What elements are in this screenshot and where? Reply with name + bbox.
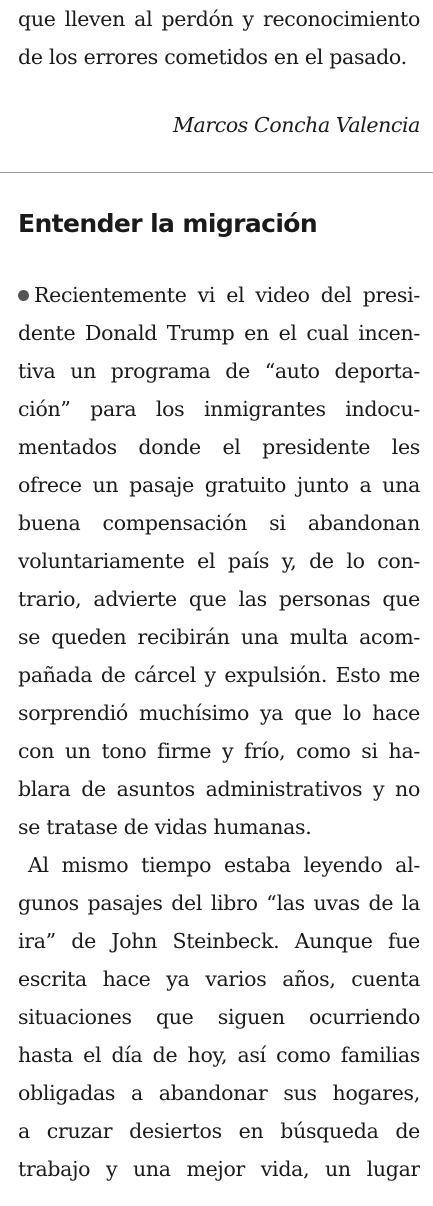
article-line: Al mismo tiempo estaba leyendo al-	[28, 853, 420, 877]
article-line: pañada de cárcel y expulsión. Esto me	[18, 663, 420, 687]
bullet-icon	[18, 290, 29, 301]
article-line: blara de asuntos administrativos y no	[18, 777, 420, 801]
article-line: se tratase de vidas humanas.	[18, 815, 312, 839]
article-line: se queden recibirán una multa acom-	[18, 625, 420, 649]
article-line: voluntariamente el país y, de lo con-	[18, 549, 420, 573]
article-line: con un tono firme y frío, como si ha-	[18, 739, 420, 763]
article-line: gunos pasajes del libro “las uvas de la	[18, 891, 420, 915]
article-line: buena compensación si abandonan	[18, 511, 420, 535]
section-divider	[0, 172, 433, 173]
article-line: obligadas a abandonar sus hogares,	[18, 1081, 420, 1105]
article-line: sorprendió muchísimo ya que lo hace	[18, 701, 420, 725]
article-line: situaciones que siguen ocurriendo	[18, 1005, 420, 1029]
article-line: Recientemente vi el video del presi-	[18, 278, 420, 312]
article-line: mentados donde el presidente les	[18, 435, 420, 459]
article-line: dente Donald Trump en el cual incen-	[18, 321, 420, 345]
article-line: ción” para los inmigrantes indocu-	[18, 397, 420, 421]
article-line: escrita hace ya varios años, cuenta	[18, 967, 420, 991]
article-line: tiva un programa de “auto deporta-	[18, 359, 420, 383]
article-headline: Entender la migración	[18, 209, 318, 238]
article-line: ofrece un pasaje gratuito junto a una	[18, 473, 420, 497]
article-line: trario, advierte que las personas que	[18, 587, 420, 611]
article-line: ira” de John Steinbeck. Aunque fue	[18, 929, 420, 953]
previous-letter-line: que lleven al perdón y reconocimiento	[18, 7, 420, 31]
article-line: a cruzar desiertos en búsqueda de	[18, 1119, 420, 1143]
letter-signature: Marcos Concha Valencia	[172, 113, 420, 137]
article-line: hasta el día de hoy, así como familias	[18, 1043, 420, 1067]
article-line: trabajo y una mejor vida, un lugar	[18, 1157, 420, 1181]
previous-letter-line: de los errores cometidos en el pasado.	[18, 45, 407, 69]
